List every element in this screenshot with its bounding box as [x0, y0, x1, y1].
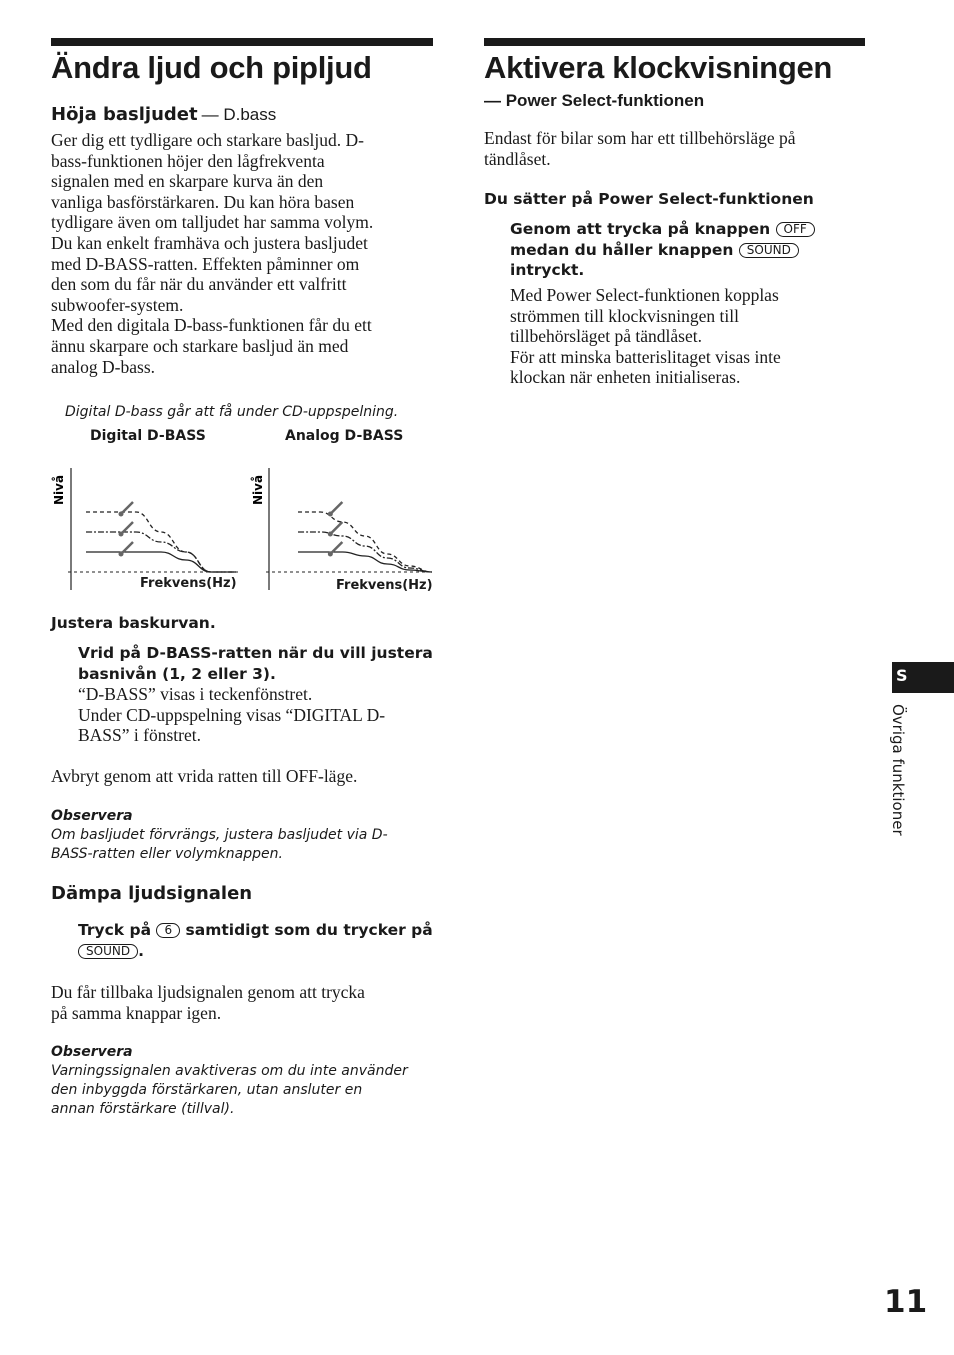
page-number: 11 [884, 1284, 928, 1320]
chart1-xlabel: Frekvens(Hz) [140, 576, 237, 591]
step-title: Justera baskurvan. [51, 614, 216, 632]
section2-step-end: . [138, 941, 144, 960]
section2-step-part1: Tryck på [78, 921, 152, 939]
step-instruction: Vrid på D-BASS-ratten när du vill justera basnivån (1, 2 eller 3). [78, 644, 433, 683]
key-6: 6 [156, 923, 180, 938]
level-marker-2 [330, 522, 342, 534]
level-point-1 [119, 512, 124, 517]
right-title-rule [484, 38, 865, 46]
chart2-xlabel: Frekvens(Hz) [336, 578, 433, 593]
level-point-3 [328, 552, 333, 557]
section1-body: Ger dig ett tydligare och starkare basljud. D- bass-funktionen höjer den lågfrekventa signalen med en skarpare kurva än den vanliga basförstärkaren. Du kan höra basen tydligare även om talljudet har samma volym. Du kan enkelt framhäva och justera basljudet med D-BASS-ratten. Effekten påminner om den som du får när du använder ett valfritt subwoofer-system. Med den digitala D-bass-funktionen får du ett ännu skarpare och starkare basljud än med analog D-bass. [51, 130, 374, 377]
curve-series-1 [298, 512, 432, 572]
note1-text: Om basljudet förvrängs, justera basljudet via D- BASS-ratten eller volymknappen. [51, 827, 388, 862]
level-point-2 [328, 532, 333, 537]
section1-heading-suffix: — D.bass [201, 105, 277, 124]
section-tab-label: Övriga funktioner [889, 704, 907, 836]
cancel-text: Avbryt genom att vrida ratten till OFF-läge. [51, 766, 358, 786]
section-tab-letter: S [896, 666, 908, 685]
curve-series-3 [298, 552, 432, 572]
level-point-1 [328, 512, 333, 517]
section2-step-part2: samtidigt som du trycker på [185, 921, 433, 939]
chart-caption: Digital D-bass går att få under CD-uppspelning. [65, 404, 399, 420]
section2-step [78, 920, 448, 961]
section2-body: Du får tillbaka ljudsignalen genom att trycka på samma knappar igen. [51, 982, 365, 1023]
note1-title: Observera [51, 808, 133, 824]
chart2-ylabel: Nivå [251, 474, 265, 506]
section2-heading: Dämpa ljudsignalen [51, 883, 253, 904]
section1-heading [51, 104, 276, 125]
right-step-part3: intryckt. [510, 261, 585, 280]
key-sound: SOUND [78, 944, 138, 959]
right-step-instruction [510, 219, 860, 281]
right-step-title: Du sätter på Power Select-funktionen [484, 190, 814, 208]
key-off: OFF [776, 222, 815, 237]
left-page-title: Ändra ljud och pipljud [51, 50, 372, 85]
key-sound-right: SOUND [739, 243, 799, 258]
right-subtitle: — Power Select-funktionen [484, 91, 705, 110]
chart2-curves [298, 502, 432, 572]
section1-heading-text: Höja basljudet [51, 104, 198, 125]
chart1-title: Digital D-BASS [90, 428, 206, 444]
right-step-part2: medan du håller knappen [510, 240, 734, 259]
right-page-title: Aktivera klockvisningen [484, 50, 833, 85]
level-marker-1 [330, 502, 342, 514]
chart1-ylabel: Nivå [52, 474, 66, 506]
right-step-part1: Genom att trycka på knappen [510, 220, 771, 238]
right-body: Med Power Select-funktionen kopplas strömmen till klockvisningen till tillbehörsläget på tändlåset. För att minska batterislitaget visas inte klockan när enheten initialiseras. [510, 285, 781, 388]
left-title-rule [51, 38, 433, 46]
chart1-curves [86, 502, 236, 572]
note2-text: Varningssignalen avaktiveras om du inte använder den inbyggda förstärkaren, utan ansluter en annan förstärkare (tillval). [51, 1063, 408, 1117]
note2-title: Observera [51, 1044, 133, 1060]
level-point-3 [119, 552, 124, 557]
chart2-title: Analog D-BASS [285, 428, 404, 444]
section-tab [892, 662, 954, 693]
level-point-2 [119, 532, 124, 537]
curve-series-3 [86, 552, 236, 572]
step-result: “D-BASS” visas i teckenfönstret. Under CD-uppspelning visas “DIGITAL D- BASS” i fönstret. [78, 684, 386, 746]
right-intro: Endast för bilar som har ett tillbehörsläge på tändlåset. [484, 128, 796, 169]
